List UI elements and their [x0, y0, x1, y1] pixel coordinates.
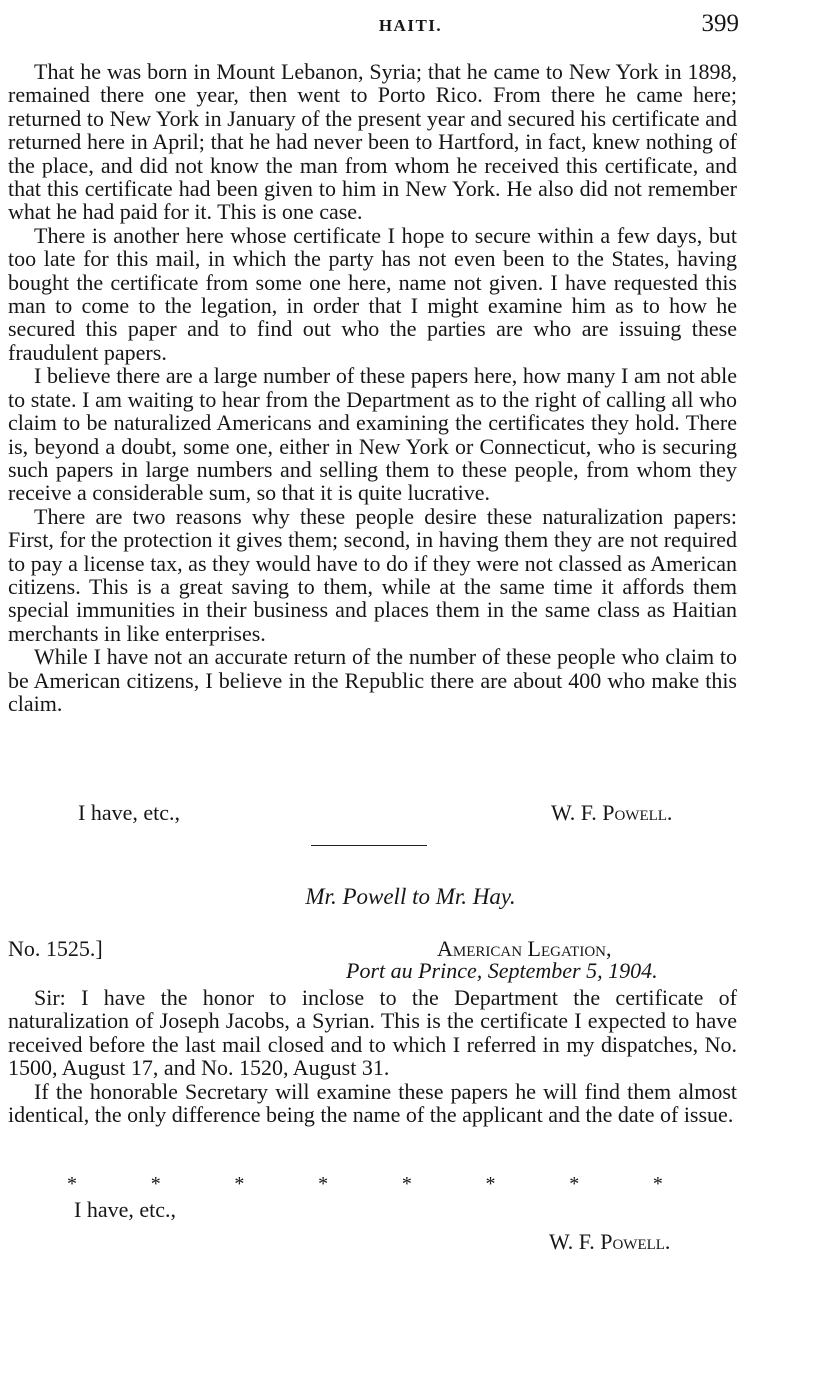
omission-stars: [60, 1173, 670, 1196]
letter2-body: [8, 986, 737, 1126]
closing-line: I have, etc.,: [78, 800, 180, 825]
section1-body: [8, 60, 737, 715]
star: *: [318, 1173, 329, 1195]
legation-heading: American Legation,: [437, 936, 612, 961]
paragraph: Sir: I have the honor to inclose to the Department the certificate of naturalization of Joseph Jacobs, a Syrian. This is the certificate I expected to have received before the last mail closed and to which I referred in my dispatches, No. 1500, August 17, and No. 1520, August 31.: [8, 985, 737, 1081]
closing-line: I have, etc.,: [74, 1197, 176, 1222]
star: *: [485, 1173, 496, 1195]
paragraph: I believe there are a large number of these papers here, how many I am not able to state. I am waiting to hear from the Department as to the right of calling all who claim to be naturalized Americans and examining the certificates they hold. There is, beyond a doubt, some one, either in New York or Connecticut, who is securing such papers in large numbers and selling them to these people, from whom they receive a considerable sum, so that it is quite lucrative.: [8, 363, 737, 506]
running-head: HAITI.: [378, 16, 443, 35]
page-header: [0, 10, 821, 42]
letter-title: Mr. Powell to Mr. Hay.: [305, 884, 516, 909]
paragraph: There is another here whose certificate I hope to secure within a few days, but too late for this mail, in which the party has not even been to the States, having bought the certificate from some one here, name not given. I have requested this man to come to the legation, in order that I might examine him as to how he secured this paper and to find out who the parties are who are issuing these fraudulent papers.: [8, 222, 737, 365]
section-divider: [311, 845, 427, 846]
place-and-date: Port au Prince, September 5, 1904.: [346, 958, 658, 983]
page-number: 399: [701, 10, 739, 37]
star: *: [67, 1173, 77, 1195]
signature: W. F. Powell.: [551, 800, 673, 825]
paragraph: If the honorable Secretary will examine these papers he will find them almost identical, the only difference being the name of the applicant and the date of issue.: [8, 1078, 737, 1128]
star: *: [652, 1173, 663, 1195]
paragraph: While I have not an accurate return of the number of these people who claim to be American citizens, I believe in the Republic there are about 400 who make this claim.: [8, 644, 737, 716]
star: *: [569, 1173, 580, 1195]
star: *: [150, 1173, 161, 1195]
paragraph: There are two reasons why these people desire these naturalization papers: First, for the protection it gives them; second, in having them they are not required to pay a license tax, as they would have to do if they were not classed as American citizens. This is a great saving to them, while at the same time it affords them special immunities in their business and places them in the same class as Haitian merchants in like enterprises.: [8, 503, 737, 646]
star: *: [234, 1173, 245, 1195]
paragraph: That he was born in Mount Lebanon, Syria; that he came to New York in 1898, remained there one year, then went to Porto Rico. From there he came here; returned to New York in January of the present year and secured his certificate and returned here in April; that he had never been to Hartford, in fact, knew nothing of the place, and did not know the man from whom he received this certificate, and that this certificate had been given to him in New York. He also did not remember what he had paid for it. This is one case.: [8, 59, 737, 225]
star: *: [401, 1173, 412, 1195]
document-number: No. 1525.]: [8, 936, 103, 961]
signature: W. F. Powell.: [549, 1229, 671, 1254]
